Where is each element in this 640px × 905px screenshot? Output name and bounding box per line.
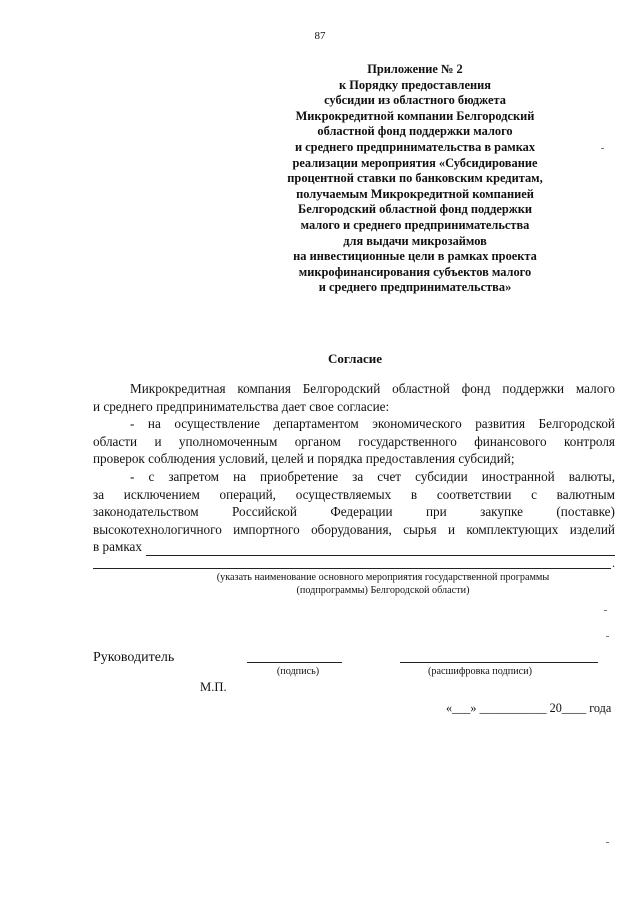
header-line: к Порядку предоставления [339, 77, 491, 92]
stamp-place: М.П. [200, 680, 227, 694]
header-line: реализации мероприятия «Субсидирование [292, 155, 538, 170]
header-line: малого и среднего предпринимательства [300, 217, 530, 232]
body-line: и среднего предпринимательства дает свое согласие: [93, 398, 390, 414]
appendix-header [240, 62, 590, 296]
body-line: Микрокредитная компания Белгородский областной фонд поддержки малого [130, 381, 615, 396]
header-line: Микрокредитной компании Белгородский [295, 108, 535, 123]
signer-role: Руководитель [93, 650, 175, 665]
body-word: Федерации [330, 504, 393, 520]
document-title: Согласие [328, 351, 382, 366]
fill-underline[interactable] [146, 543, 615, 556]
body-line: проверок соблюдения условий, целей и порядка предоставления субсидий; [93, 451, 515, 467]
signature-line[interactable] [247, 662, 342, 663]
header-line: и среднего предпринимательства в рамках [294, 139, 536, 154]
fill-underline-full[interactable] [93, 568, 611, 569]
signature-decode-label: (расшифровка подписи) [428, 666, 532, 677]
body-line: за исключением операций, осуществляемых в соответствии с валютным [93, 486, 615, 502]
scan-speck [606, 842, 609, 843]
header-line: субсидии из областного бюджета [324, 93, 506, 108]
body-line: области и уполномоченным органом государственного финансового контроля [93, 433, 615, 449]
header-line: и среднего предпринимательства» [318, 280, 512, 295]
signature-label: (подпись) [276, 666, 320, 677]
body-word: при [426, 504, 447, 520]
fill-hint [93, 571, 640, 597]
body-line: - с запретом на приобретение за счет субсидии иностранной валюты, [130, 468, 615, 484]
header-line: Приложение № 2 [367, 62, 463, 76]
page-number: 87 [314, 30, 326, 42]
consent-body [93, 380, 615, 556]
body-line: высокотехнологичного импортного оборудования, сырья и комплектующих изделий [93, 521, 615, 537]
line-end-dot: . [612, 556, 615, 570]
hint-line: (подпрограммы) Белгородской области) [296, 585, 470, 596]
scan-speck [601, 148, 604, 149]
header-line: процентной ставки по банковским кредитам, [287, 171, 543, 186]
date-field: «___» ___________ 20____ года [446, 701, 612, 715]
body-word: законодательством [93, 504, 199, 520]
signature-decode-line[interactable] [400, 662, 598, 663]
body-line: - на осуществление департаментом экономического развития Белгородской [130, 416, 615, 432]
header-line: областной фонд поддержки малого [317, 124, 513, 139]
header-line: Белгородский областной фонд поддержки [298, 202, 532, 217]
scan-speck [604, 610, 607, 611]
body-line-prefix: в рамках [93, 539, 142, 555]
body-word: Российской [231, 504, 297, 520]
body-word: (поставке) [556, 504, 615, 520]
body-word: закупке [480, 504, 523, 520]
body-line [93, 503, 615, 521]
header-line: для выдачи микрозаймов [343, 233, 487, 248]
header-line: на инвестиционные цели в рамках проекта [293, 249, 537, 264]
body-line-fill [93, 538, 615, 556]
scan-speck [606, 636, 609, 637]
header-line: микрофинансирования субъектов малого [298, 264, 532, 279]
header-line: получаемым Микрокредитной компанией [296, 186, 534, 201]
hint-line: (указать наименование основного мероприятия государственной программы [216, 572, 550, 583]
